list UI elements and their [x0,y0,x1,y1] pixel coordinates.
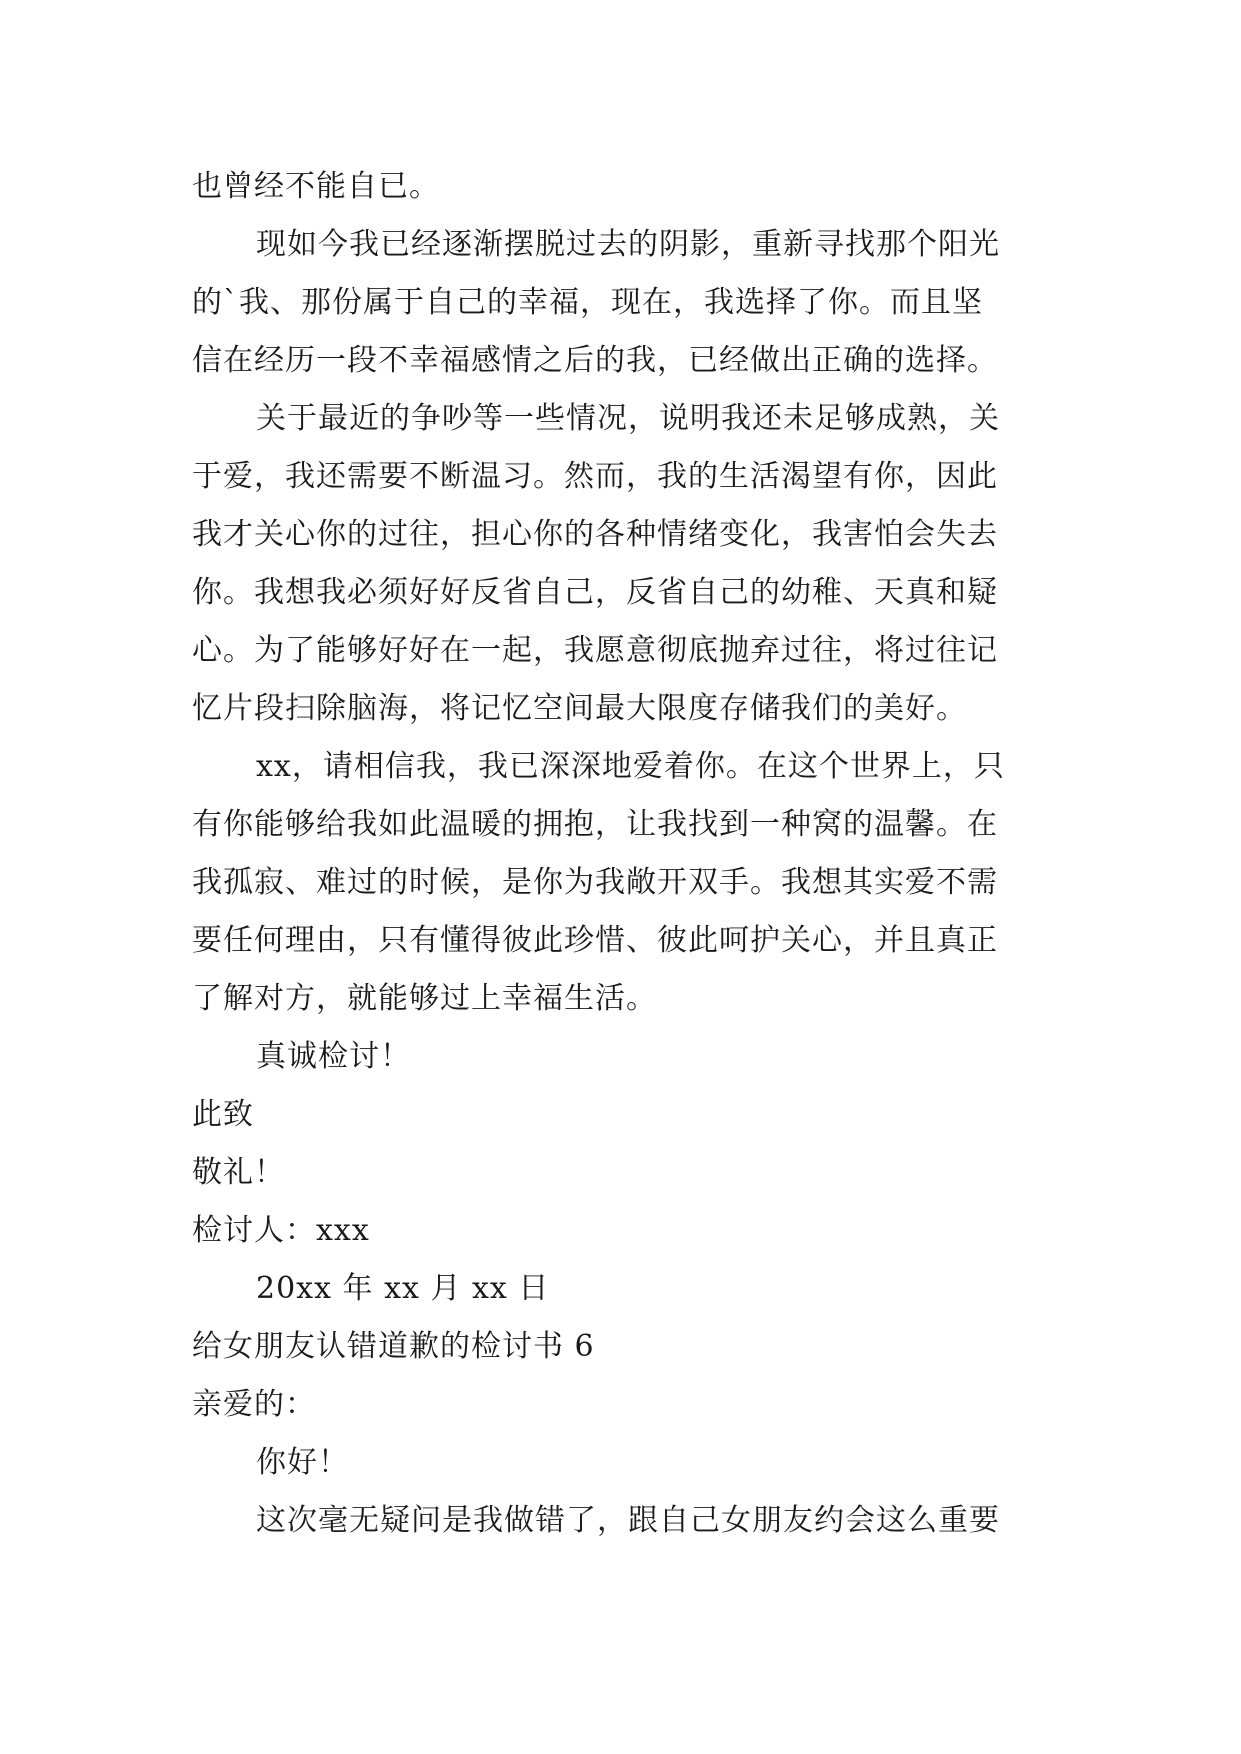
text-line: 也曾经不能自已。 [192,169,440,204]
text-line: 有你能够给我如此温暖的拥抱，让我找到一种窝的温馨。在 [192,807,998,842]
salutation-line: 敬礼！ [192,1155,285,1190]
text-line: 心。为了能够好好在一起，我愿意彻底抛弃过往，将过往记 [192,633,998,668]
text-line: 忆片段扫除脑海，将记忆空间最大限度存储我们的美好。 [192,691,967,726]
text-line: 于爱，我还需要不断温习。然而，我的生活渴望有你，因此 [192,459,998,494]
text-line: 的`我、那份属于自己的幸福，现在，我选择了你。而且坚 [192,285,983,320]
text-line: 你。我想我必须好好反省自己，反省自己的幼稚、天真和疑 [192,575,998,610]
document-body [192,158,1062,1550]
date-line: 20xx 年 xx 月 xx 日 [256,1271,550,1306]
text-line: 要任何理由，只有懂得彼此珍惜、彼此呵护关心，并且真正 [192,923,998,958]
section-title: 给女朋友认错道歉的检讨书 6 [192,1329,595,1364]
text-line: 现如今我已经逐渐摆脱过去的阴影，重新寻找那个阳光 [256,227,1000,262]
salutation-line: 此致 [192,1097,254,1132]
text-line: 了解对方，就能够过上幸福生活。 [192,981,657,1016]
text-line: xx，请相信我，我已深深地爱着你。在这个世界上，只 [256,749,1005,784]
text-line: 这次毫无疑问是我做错了，跟自己女朋友约会这么重要 [256,1503,1000,1538]
text-line: 我孤寂、难过的时候，是你为我敞开双手。我想其实爱不需 [192,865,998,900]
greeting-line: 你好！ [256,1445,349,1480]
signature-line: 检讨人：xxx [192,1213,370,1248]
text-line: 我才关心你的过往，担心你的各种情绪变化，我害怕会失去 [192,517,998,552]
greeting-line: 亲爱的： [192,1387,316,1422]
text-line: 关于最近的争吵等一些情况，说明我还未足够成熟，关 [256,401,1000,436]
text-line: 信在经历一段不幸福感情之后的我，已经做出正确的选择。 [192,343,998,378]
closing-remark: 真诚检讨！ [256,1039,411,1074]
